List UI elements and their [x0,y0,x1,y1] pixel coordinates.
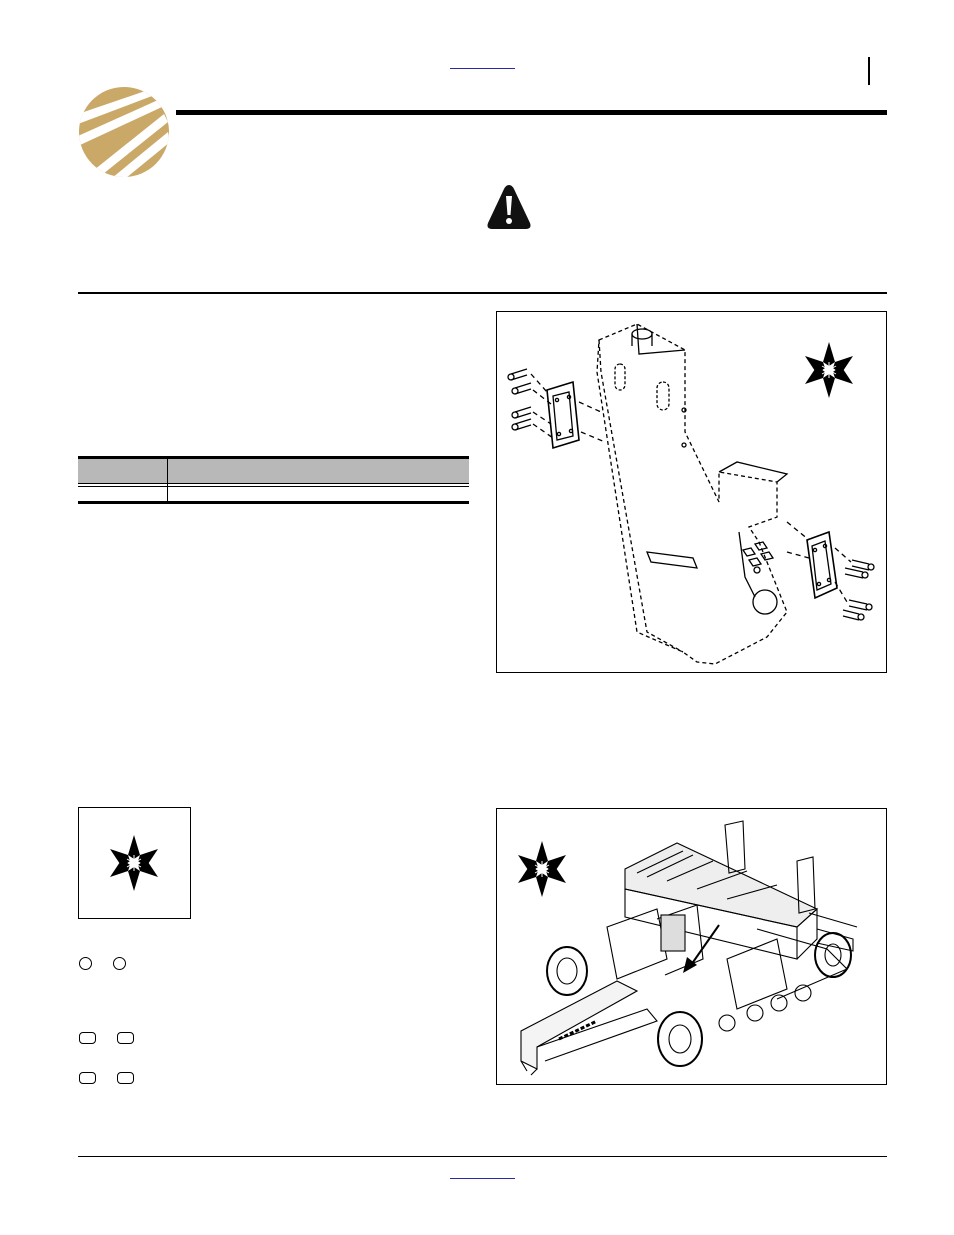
callout-rect-2 [117,1032,134,1044]
header-link-underline[interactable] [450,68,515,69]
table-bottom-rule [78,501,469,504]
planter-overview-diagram [497,809,886,1084]
table-header-row [78,459,469,483]
footer-rule [78,1156,887,1157]
callout-circle-2 [113,957,126,970]
orientation-icon-box [78,807,191,919]
section-rule [78,292,887,294]
callout-rect-3 [79,1072,96,1084]
footer-link-underline[interactable] [450,1178,515,1179]
table-row [78,487,469,501]
header-thick-rule [176,110,887,115]
bracket-assembly-figure [496,311,887,673]
table-header-rule [78,483,469,484]
wheel-left-rear [658,1012,702,1066]
callout-rect-4 [117,1072,134,1084]
eight-point-star-icon [805,342,853,398]
callout-rect-1 [79,1032,96,1044]
parts-table [78,456,469,504]
eight-point-star-icon [518,841,566,897]
header-vertical-rule [868,57,870,85]
brand-logo [78,86,170,178]
wheel-left-front [547,947,587,995]
planter-overview-figure [496,808,887,1085]
table-column-divider [167,459,168,501]
callout-circle-1 [79,957,92,970]
warning-triangle-icon [486,183,532,231]
eight-point-star-icon [110,835,158,891]
bracket-assembly-diagram [497,312,886,672]
